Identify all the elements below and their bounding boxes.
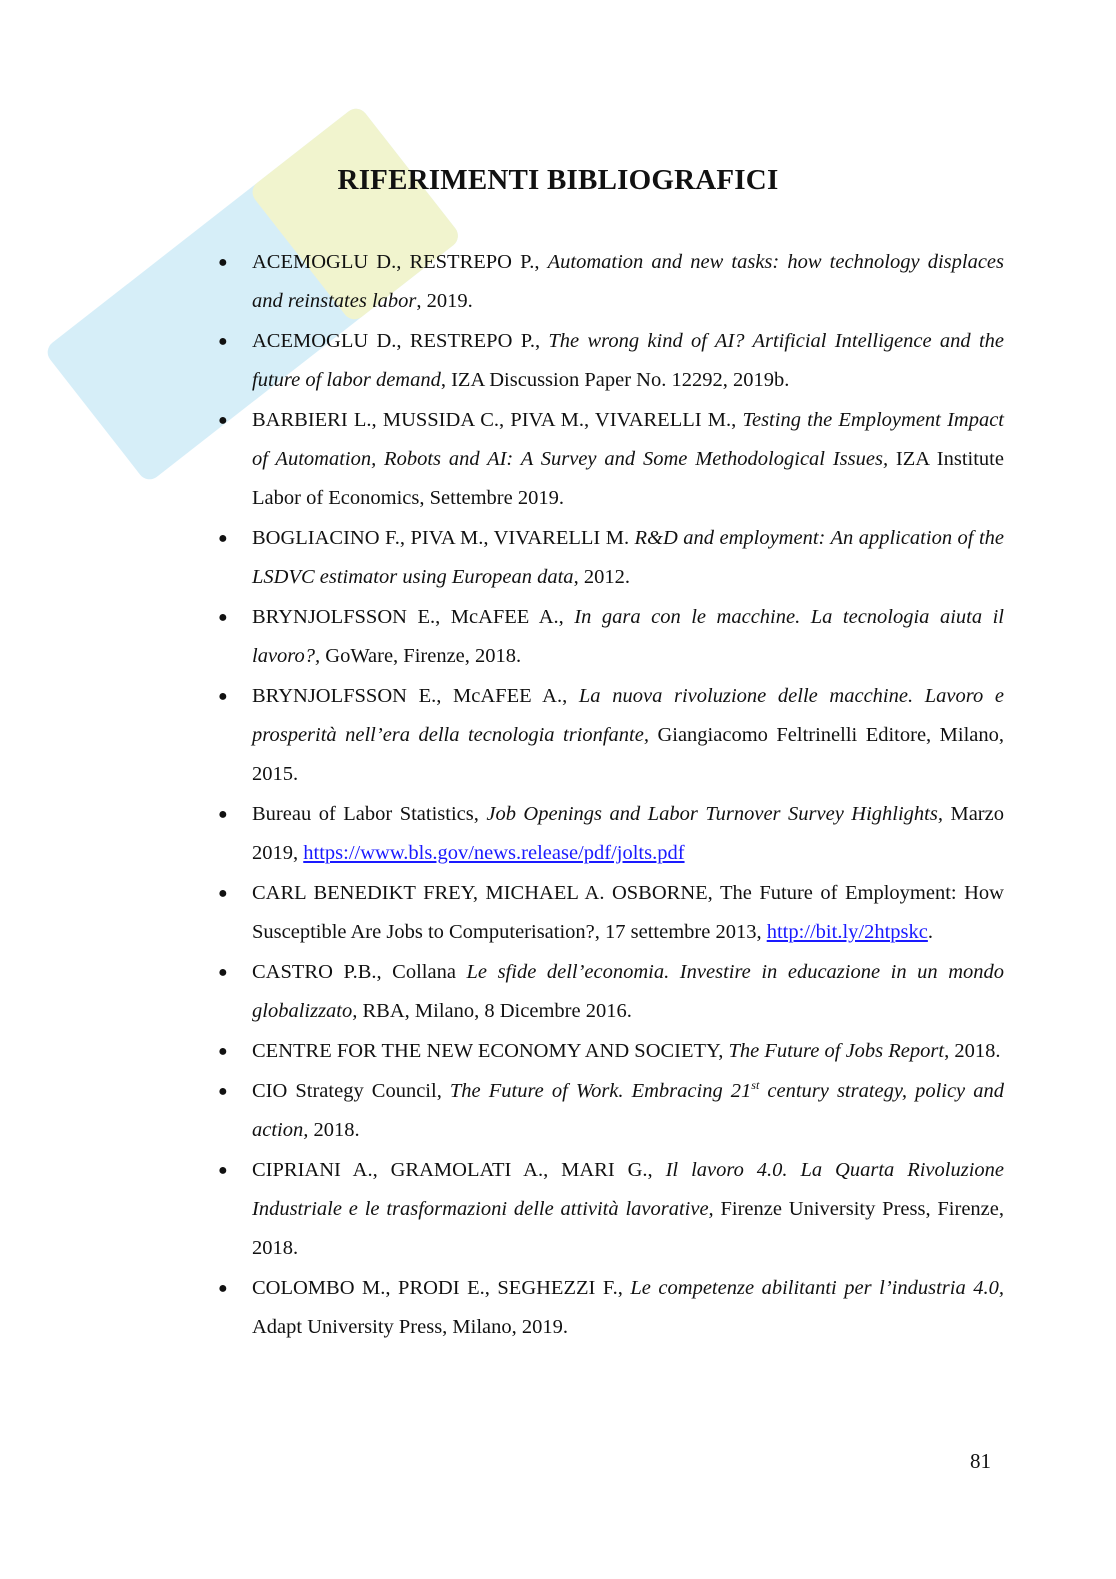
bullet-icon: ●	[218, 609, 228, 626]
reference-authors: CARL BENEDIKT FREY, MICHAEL A. OSBORNE, The Future of Employment: How Susceptible Are Jobs to Computerisation?, 17 settembre 2013,	[252, 882, 1004, 943]
reference-item	[218, 519, 1004, 597]
reference-authors: BOGLIACINO F., PIVA M., VIVARELLI M.	[252, 527, 635, 549]
reference-details: IZA Institute Labor of Economics, Settembre 2019.	[252, 448, 1004, 509]
reference-title: The wrong kind of AI? Artificial Intelligence and the future of labor demand	[252, 330, 1004, 391]
bullet-icon: ●	[218, 885, 228, 902]
reference-authors: CIO Strategy Council,	[252, 1080, 450, 1102]
reference-title: The Future of Jobs Report	[728, 1040, 945, 1062]
page-number: 81	[970, 1449, 991, 1473]
reference-item	[218, 677, 1004, 794]
reference-authors: BRYNJOLFSSON E., McAFEE A.,	[252, 685, 579, 707]
reference-list	[218, 243, 1004, 1348]
reference-details: , IZA Discussion Paper No. 12292, 2019b.	[440, 369, 790, 391]
reference-details: , 2019.	[416, 290, 473, 312]
bullet-icon: ●	[218, 412, 228, 429]
reference-title: La nuova rivoluzione delle macchine. Lavoro e prosperità nell’era della tecnologia trionfante,	[252, 685, 1004, 746]
reference-authors: BARBIERI L., MUSSIDA C., PIVA M., VIVARELLI M.,	[252, 409, 743, 431]
reference-details: 2018.	[308, 1119, 360, 1141]
reference-details: GoWare, Firenze, 2018.	[320, 645, 522, 667]
reference-item	[218, 953, 1004, 1031]
reference-authors: BRYNJOLFSSON E., McAFEE A.,	[252, 606, 575, 628]
bullet-icon: ●	[218, 688, 228, 705]
reference-title: Le competenze abilitanti per l’industria 4.0,	[630, 1277, 1004, 1299]
reference-item	[218, 1151, 1004, 1268]
bullet-icon: ●	[218, 530, 228, 547]
reference-title: Job Openings and Labor Turnover Survey Highlights,	[486, 803, 943, 825]
reference-details: , 2012.	[573, 566, 630, 588]
reference-item	[218, 874, 1004, 952]
reference-item	[218, 243, 1004, 321]
reference-title: In gara con le macchine. La tecnologia aiuta il lavoro?,	[252, 606, 1004, 667]
bullet-icon: ●	[218, 333, 228, 350]
reference-details: Marzo 2019,	[252, 803, 1004, 864]
reference-authors: ACEMOGLU D., RESTREPO P.,	[252, 330, 549, 352]
reference-details: , 2018.	[944, 1040, 1001, 1062]
reference-suffix: .	[927, 921, 933, 943]
reference-authors: CENTRE FOR THE NEW ECONOMY AND SOCIETY,	[252, 1040, 729, 1062]
reference-authors: ACEMOGLU D., RESTREPO P.,	[252, 251, 548, 273]
reference-authors: CASTRO P.B., Collana	[252, 961, 467, 983]
reference-item	[218, 1032, 1004, 1071]
reference-title: Automation and new tasks: how technology displaces and reinstates labor	[252, 251, 1004, 312]
reference-authors: COLOMBO M., PRODI E., SEGHEZZI F.,	[252, 1277, 631, 1299]
reference-item	[218, 598, 1004, 676]
bullet-icon: ●	[218, 806, 228, 823]
reference-title: Testing the Employment Impact of Automation, Robots and AI: A Survey and Some Methodological Issues,	[252, 409, 1004, 470]
reference-title: R&D and employment: An application of the LSDVC estimator using European data	[252, 527, 1004, 588]
bullet-icon: ●	[218, 254, 228, 271]
reference-title: The Future of Work. Embracing 21	[449, 1080, 752, 1102]
reference-item	[218, 1269, 1004, 1347]
page-title: RIFERIMENTI BIBLIOGRAFICI	[337, 164, 779, 197]
superscript: st	[751, 1078, 760, 1093]
bullet-icon: ●	[218, 1162, 228, 1179]
bullet-icon: ●	[218, 1043, 228, 1060]
reference-details: Adapt University Press, Milano, 2019.	[252, 1316, 569, 1338]
bullet-icon: ●	[218, 1280, 228, 1297]
reference-item	[218, 322, 1004, 400]
reference-item	[218, 795, 1004, 873]
reference-details: Firenze University Press, Firenze, 2018.	[252, 1198, 1004, 1259]
reference-authors: Bureau of Labor Statistics,	[252, 803, 487, 825]
reference-title: Il lavoro 4.0. La Quarta Rivoluzione Industriale e le trasformazioni delle attività lavorative,	[252, 1159, 1004, 1220]
reference-details: RBA, Milano, 8 Dicembre 2016.	[357, 1000, 632, 1022]
bullet-icon: ●	[218, 964, 228, 981]
reference-link[interactable]: https://www.bls.gov/news.release/pdf/jolts.pdf	[303, 842, 685, 864]
reference-details: Giangiacomo Feltrinelli Editore, Milano, 2015.	[252, 724, 1004, 785]
bullet-icon: ●	[218, 1083, 228, 1100]
reference-title-cont: century strategy, policy and action,	[252, 1080, 1004, 1141]
reference-title: Le sfide dell’economia. Investire in educazione in un mondo globalizzato,	[252, 961, 1004, 1022]
reference-link[interactable]: http://bit.ly/2htpskc	[766, 921, 928, 943]
reference-item	[218, 401, 1004, 518]
reference-authors: CIPRIANI A., GRAMOLATI A., MARI G.,	[252, 1159, 666, 1181]
reference-item	[218, 1072, 1004, 1150]
